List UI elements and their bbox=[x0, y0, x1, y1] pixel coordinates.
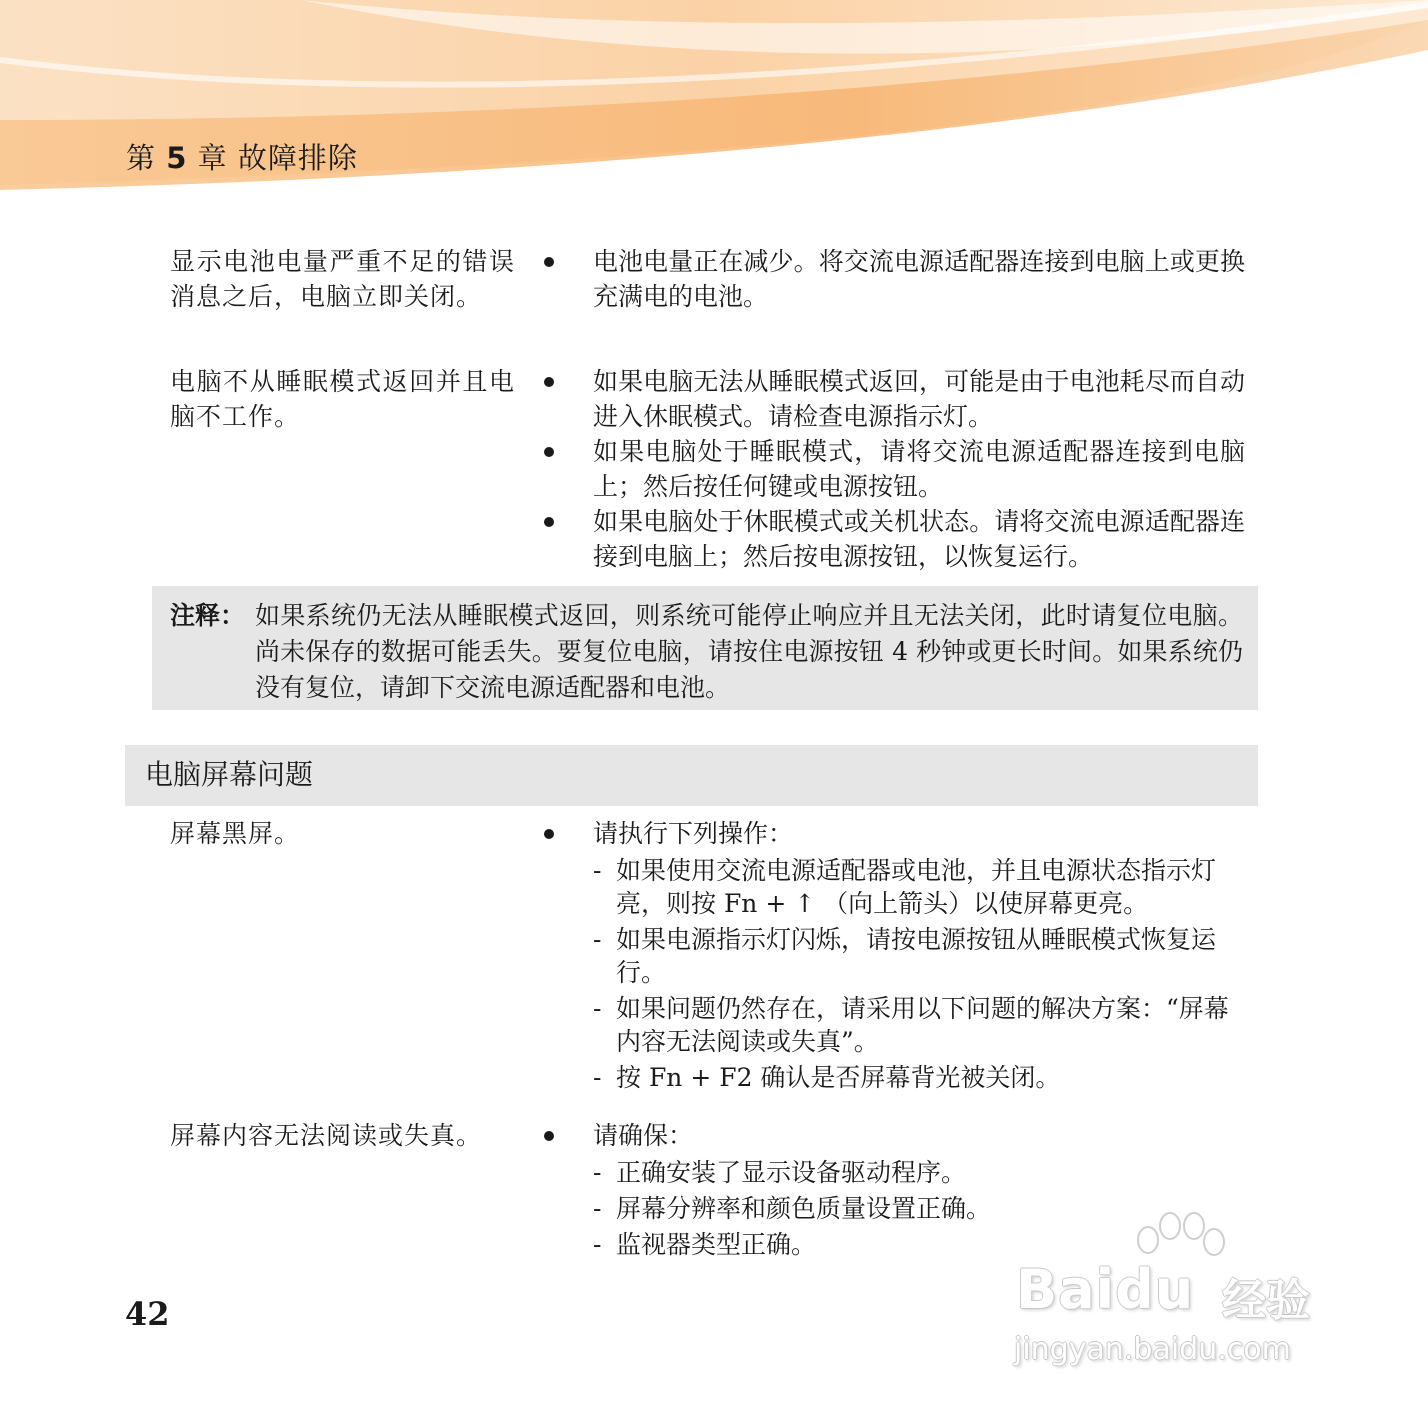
sub-item bbox=[540, 923, 1245, 989]
bullet-item bbox=[540, 434, 1245, 504]
chapter-number: 5 bbox=[166, 141, 188, 175]
sub-text: 正确安装了显示设备驱动程序。 bbox=[616, 1158, 967, 1187]
symptom-sleep-resume: 电脑不从睡眠模式返回并且电脑不工作。 bbox=[170, 367, 515, 431]
bullet-dot-icon bbox=[544, 829, 554, 839]
bullet-dot-icon bbox=[544, 257, 554, 267]
chapter-prefix: 第 bbox=[126, 141, 157, 175]
dash-icon: - bbox=[593, 1063, 602, 1092]
page-number: 42 bbox=[125, 1295, 170, 1333]
dash-icon: - bbox=[593, 856, 602, 885]
sub-text: 按 Fn + F2 确认是否屏幕背光被关闭。 bbox=[616, 1063, 1061, 1092]
solution-list bbox=[540, 244, 1245, 314]
sub-text: 如果使用交流电源适配器或电池，并且电源状态指示灯亮，则按 Fn + ↑ （向上箭头）以使屏幕更亮。 bbox=[616, 856, 1217, 918]
bullet-text: 如果电脑处于睡眠模式，请将交流电源适配器连接到电脑上；然后按任何键或电源按钮。 bbox=[593, 437, 1245, 501]
dash-icon: - bbox=[593, 925, 602, 954]
watermark-brand-cn: 经验 bbox=[1222, 1275, 1310, 1326]
dash-icon: - bbox=[593, 1158, 602, 1187]
note-label: 注释： bbox=[170, 601, 246, 630]
bullet-item bbox=[540, 816, 1245, 851]
section-title: 电脑屏幕问题 bbox=[145, 758, 314, 791]
sub-text: 监视器类型正确。 bbox=[616, 1230, 817, 1259]
chapter-suffix: 章 故障排除 bbox=[197, 141, 358, 175]
bullet-dot-icon bbox=[544, 517, 554, 527]
bullet-dot-icon bbox=[544, 377, 554, 387]
solution-list bbox=[540, 364, 1245, 574]
sub-item bbox=[540, 1156, 1245, 1189]
bullet-text: 电池电量正在减少。将交流电源适配器连接到电脑上或更换充满电的电池。 bbox=[593, 247, 1245, 311]
symptom-battery-low: 显示电池电量严重不足的错误消息之后，电脑立即关闭。 bbox=[170, 247, 515, 311]
dash-icon: - bbox=[593, 1194, 602, 1223]
bullet-item bbox=[540, 1118, 1245, 1153]
note-text: 如果系统仍无法从睡眠模式返回，则系统可能停止响应并且无法关闭，此时请复位电脑。尚未保存的数据可能丢失。要复位电脑，请按住电源按钮 4 秒钟或更长时间。如果系统仍没有复位，请卸下交流电源适配器和电池。 bbox=[255, 601, 1243, 702]
watermark-brand: Baidu bbox=[1016, 1258, 1195, 1321]
solution-list bbox=[540, 816, 1245, 1094]
watermark-url: jingyan.baidu.com bbox=[1014, 1332, 1291, 1367]
sub-item bbox=[540, 1061, 1245, 1094]
chapter-title bbox=[126, 136, 358, 177]
sub-text: 如果电源指示灯闪烁，请按电源按钮从睡眠模式恢复运行。 bbox=[616, 925, 1217, 987]
symptom-distorted-screen: 屏幕内容无法阅读或失真。 bbox=[170, 1121, 483, 1150]
dash-icon: - bbox=[593, 1230, 602, 1259]
bullet-dot-icon bbox=[544, 447, 554, 457]
bullet-item bbox=[540, 244, 1245, 314]
dash-icon: - bbox=[593, 994, 602, 1023]
bullet-item bbox=[540, 364, 1245, 434]
sub-item bbox=[540, 854, 1245, 920]
bullet-text: 如果电脑处于休眠模式或关机状态。请将交流电源适配器连接到电脑上；然后按电源按钮，以恢复运行。 bbox=[593, 507, 1245, 571]
sub-text: 屏幕分辨率和颜色质量设置正确。 bbox=[616, 1194, 992, 1223]
bullet-item bbox=[540, 504, 1245, 574]
baidu-jingyan-watermark bbox=[1000, 1210, 1360, 1390]
bullet-text: 请确保： bbox=[593, 1121, 694, 1150]
bullet-text: 如果电脑无法从睡眠模式返回，可能是由于电池耗尽而自动进入休眠模式。请检查电源指示灯。 bbox=[593, 367, 1245, 431]
sub-text: 如果问题仍然存在，请采用以下问题的解决方案：“屏幕内容无法阅读或失真”。 bbox=[616, 994, 1229, 1056]
bullet-dot-icon bbox=[544, 1131, 554, 1141]
symptom-black-screen: 屏幕黑屏。 bbox=[170, 819, 301, 848]
sub-item bbox=[540, 992, 1245, 1058]
bullet-text: 请执行下列操作： bbox=[593, 819, 794, 848]
